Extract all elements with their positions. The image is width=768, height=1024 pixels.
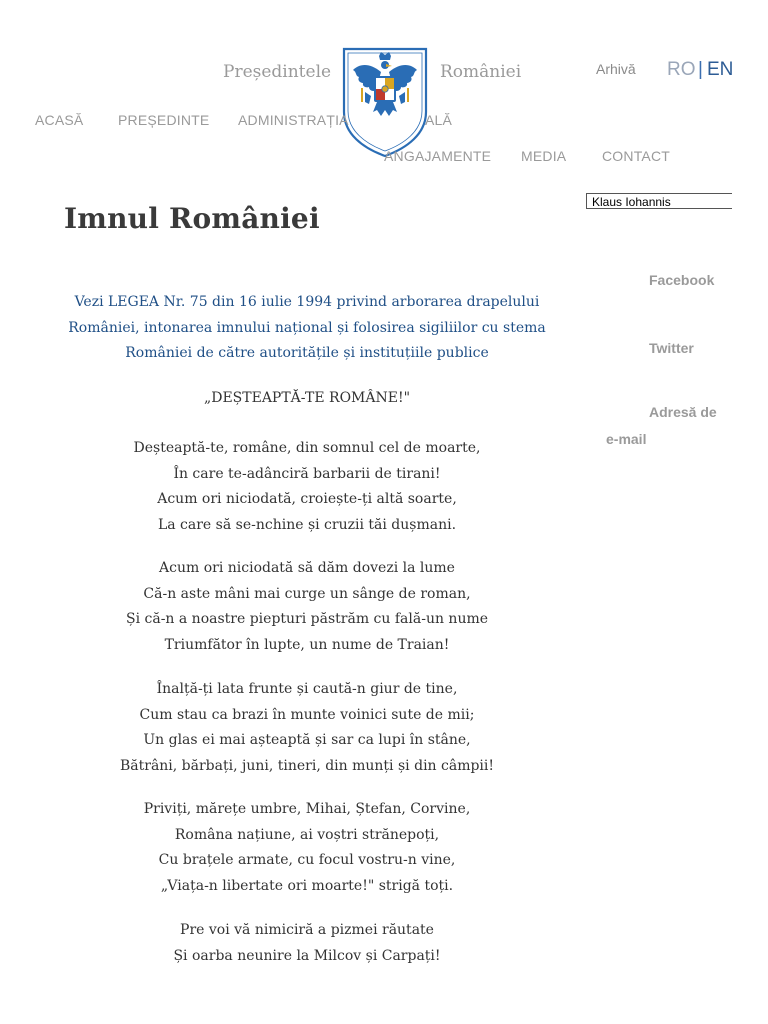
facebook-link[interactable]: Facebook	[649, 272, 715, 288]
verse-line: Și că-n a noastre piepturi păstrăm cu fală-un nume	[125, 611, 489, 627]
site-title-left[interactable]: Președintele	[223, 62, 332, 82]
email-link-line2[interactable]: e-mail	[606, 431, 647, 447]
page-title: Imnul României	[64, 202, 320, 235]
law-link-line[interactable]: României de către autoritățile și instituțiile publice	[125, 345, 489, 361]
law-link-line[interactable]: Vezi LEGEA Nr. 75 din 16 iulie 1994 privind arborarea drapelului	[74, 294, 540, 310]
crest-icon	[341, 46, 429, 158]
stanza-1	[64, 436, 550, 538]
verse-line: Că-n aste mâni mai curge un sânge de roman,	[143, 585, 471, 602]
verse-line: Cu brațele armate, cu focul vostru-n vine,	[158, 852, 456, 868]
nav-item-commitments[interactable]: ANGAJAMENTE	[384, 148, 492, 164]
verse-line: Cum stau ca brazi în munte voinici sute de mii;	[139, 706, 475, 723]
verse-line: Acum ori niciodată să dăm dovezi la lume	[159, 560, 455, 576]
archive-link[interactable]: Arhivă	[596, 61, 636, 77]
verse-line: În care te-adânciră barbarii de tirani!	[173, 465, 441, 482]
stanza-5	[64, 918, 550, 969]
stanza-2	[64, 556, 550, 658]
verse-line: Triumfător în lupte, un nume de Traian!	[164, 636, 450, 653]
verse-line: Înalță-ți lata frunte și caută-n giur de tine,	[156, 681, 458, 697]
twitter-link[interactable]: Twitter	[649, 340, 694, 356]
law-link-line[interactable]: României, intonarea imnului național și folosirea sigiliilor cu stema	[68, 319, 546, 336]
stanza-4	[64, 797, 550, 899]
verse-line: „Viața-n libertate ori moarte!" strigă toți.	[160, 877, 454, 894]
verse-line: Acum ori niciodată, croiește-ți altă soarte,	[157, 491, 457, 507]
lang-separator: |	[698, 59, 703, 80]
verse-line: Și oarba neunire la Milcov și Carpați!	[173, 947, 441, 964]
nav-item-president[interactable]: PREȘEDINTE	[118, 112, 210, 128]
nav-item-administration[interactable]: ADMINISTRAȚIA	[238, 112, 349, 128]
lang-en-link[interactable]: EN	[707, 59, 734, 80]
anthem-title: „DEȘTEAPTĂ-TE ROMÂNE!"	[203, 390, 411, 406]
nav-item-home[interactable]: ACASĂ	[35, 112, 84, 128]
president-select[interactable]: Klaus Iohannis	[586, 193, 732, 209]
nav-item-contact[interactable]: CONTACT	[602, 148, 671, 164]
nav-item-agenda[interactable]: ALĂ	[425, 112, 453, 128]
lang-ro-link[interactable]: RO	[667, 59, 696, 80]
law-link[interactable]	[64, 290, 550, 367]
site-title-right[interactable]: României	[440, 62, 522, 82]
verse-line: Româna națiune, ai voștri strănepoți,	[174, 826, 440, 843]
verse-line: Deșteaptă-te, române, din somnul cel de moarte,	[133, 440, 481, 456]
verse-line: Un glas ei mai așteaptă și sar ca lupi în stâne,	[143, 732, 471, 748]
verse-line: La care să se-nchine și cruzii tăi dușmani.	[157, 516, 457, 533]
email-link-line1[interactable]: Adresă de	[649, 404, 717, 420]
stanza-3	[64, 677, 550, 779]
verse-line: Priviți, mărețe umbre, Mihai, Ștefan, Corvine,	[143, 801, 471, 817]
coat-of-arms-logo[interactable]	[341, 46, 429, 158]
nav-item-media[interactable]: MEDIA	[521, 148, 567, 164]
verse-line: Bătrâni, bărbați, juni, tineri, din munți și din câmpii!	[119, 757, 495, 774]
verse-line: Pre voi vă nimiciră a pizmei răutate	[180, 922, 434, 938]
